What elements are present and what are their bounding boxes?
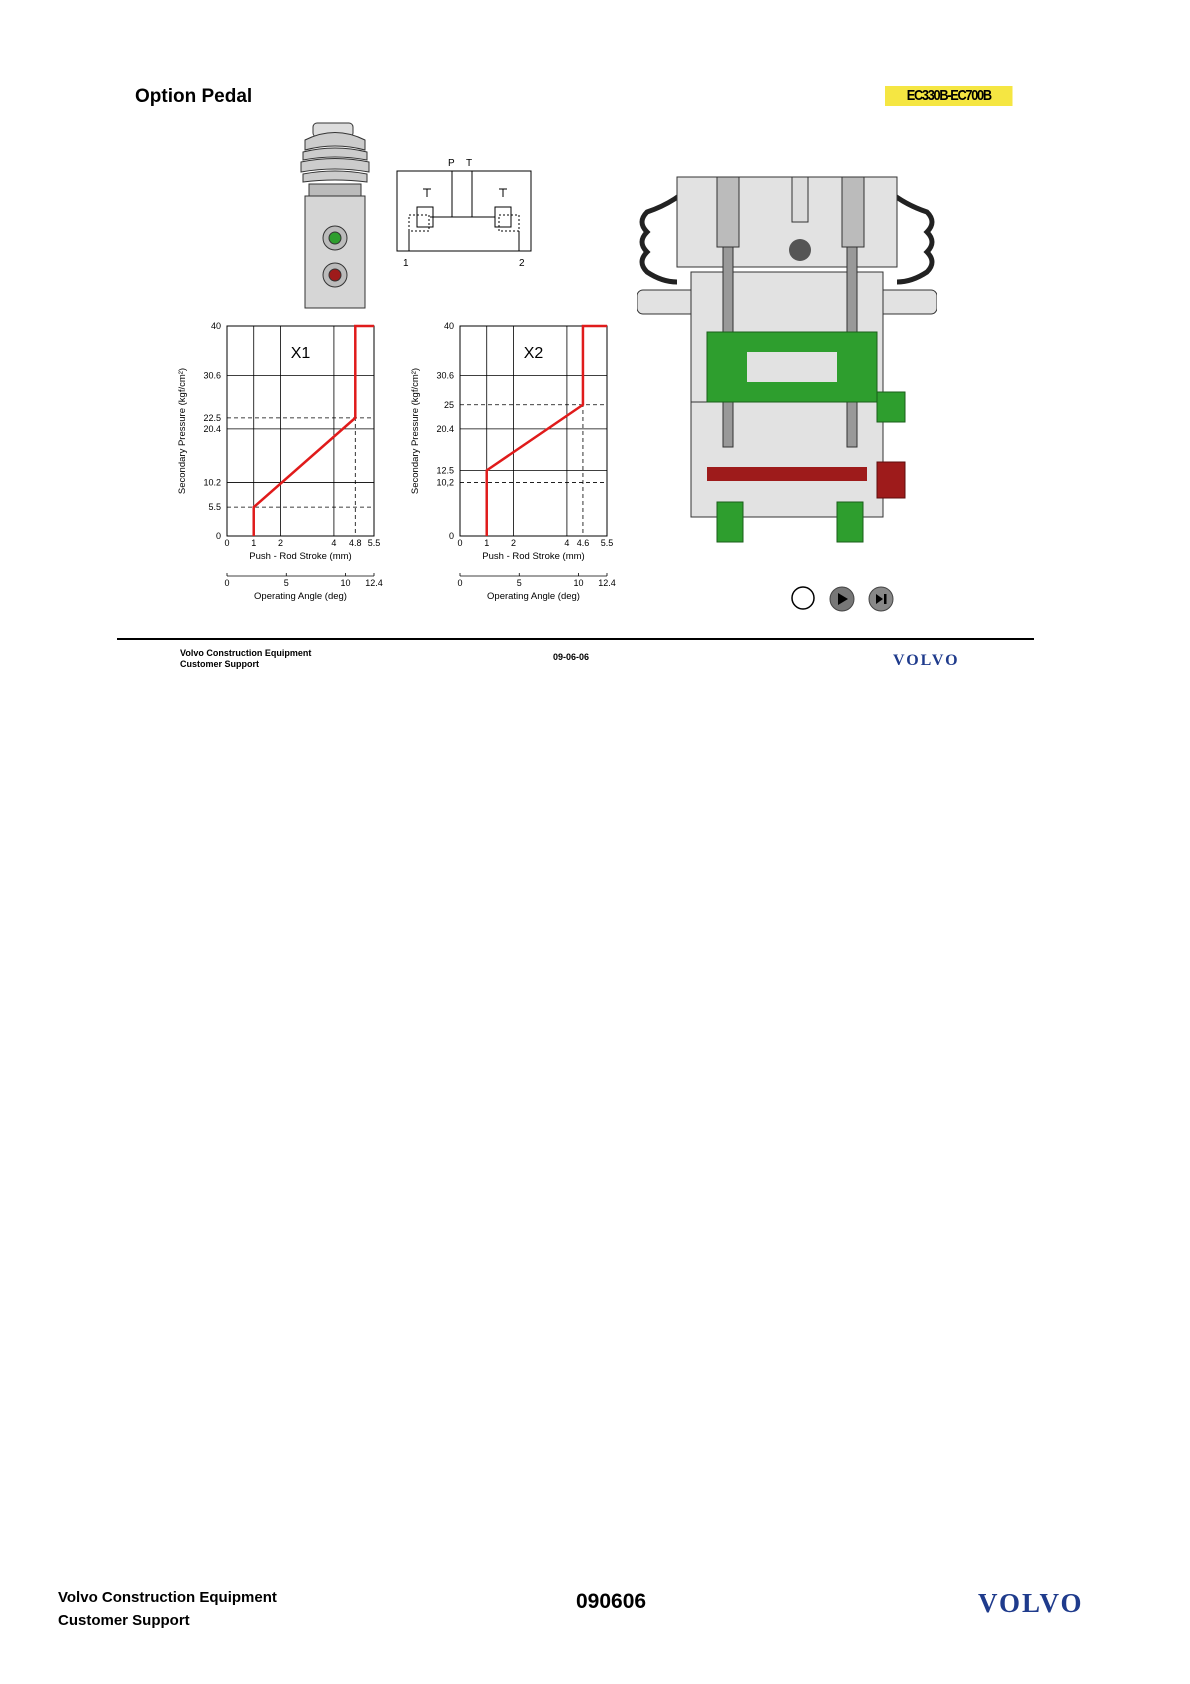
x-tick-label: 5.5 (600, 538, 614, 548)
y-tick-label: 22.5 (203, 412, 221, 423)
x-tick-label: 4.8 (349, 538, 362, 548)
page-code: 090606 (576, 1590, 647, 1613)
y-tick-label: 0 (215, 531, 221, 541)
slide-footer-company: Volvo Construction Equipment (180, 648, 312, 658)
x-tick-label: 1 (484, 538, 490, 548)
port-t-label: T (466, 158, 473, 169)
y-tick-label: 40 (443, 321, 454, 331)
x-tick-label: 0 (224, 538, 230, 548)
y-tick-label: 0 (448, 531, 454, 541)
panel-label: X1 (290, 345, 311, 362)
angle-axis-label: Operating Angle (deg) (254, 591, 347, 602)
angle-tick-label: 10 (340, 578, 351, 588)
hydraulic-schematic (395, 155, 535, 270)
volvo-logo-small: VOLVO (893, 652, 960, 669)
x-tick-label: 5.5 (367, 538, 381, 548)
angle-axis-label: Operating Angle (deg) (487, 591, 580, 602)
pedal-illustration (295, 120, 375, 310)
series-line (487, 326, 607, 536)
y-tick-label: 30.6 (203, 370, 221, 381)
slide-footer-date: 09-06-06 (553, 652, 590, 662)
y-tick-label: 12.5 (436, 465, 454, 476)
x-tick-label: 2 (510, 538, 516, 548)
series-line (254, 326, 374, 536)
angle-tick-label: 0 (224, 578, 230, 588)
divider (117, 638, 1034, 640)
skip-next-icon[interactable] (867, 585, 895, 613)
circle-icon[interactable] (790, 585, 816, 611)
page-footer-dept: Customer Support (58, 1612, 190, 1629)
x-tick-label: 1 (251, 538, 257, 548)
panel-label: X2 (523, 345, 544, 362)
chart-x2 (408, 318, 638, 608)
x-tick-label: 2 (277, 538, 283, 548)
angle-tick-label: 0 (457, 578, 463, 588)
y-axis-label: Secondary Pressure (kgf/cm²) (177, 367, 188, 495)
volvo-logo: VOLVO (978, 1588, 1084, 1618)
x-tick-label: 0 (457, 538, 463, 548)
page-title: Option Pedal (135, 86, 253, 107)
angle-tick-label: 10 (573, 578, 584, 588)
angle-tick-label: 12.4 (365, 578, 383, 588)
y-tick-label: 40 (210, 321, 221, 331)
valve-cross-section (637, 172, 937, 547)
slide-footer-dept: Customer Support (180, 659, 260, 669)
y-tick-label: 10,2 (436, 477, 454, 488)
angle-tick-label: 5 (516, 578, 522, 588)
x-tick-label: 4 (564, 538, 570, 548)
port-2-label: 2 (519, 258, 525, 269)
chart-x1 (175, 318, 405, 608)
y-tick-label: 20.4 (203, 423, 221, 434)
y-tick-label: 10.2 (203, 477, 221, 488)
angle-tick-label: 5 (283, 578, 289, 588)
y-tick-label: 30.6 (436, 370, 454, 381)
port-p-label: P (448, 158, 455, 169)
y-tick-label: 5.5 (208, 502, 221, 513)
page-footer-company: Volvo Construction Equipment (58, 1589, 277, 1606)
y-tick-label: 20.4 (436, 423, 454, 434)
x-tick-label: 4.6 (576, 538, 590, 548)
play-icon[interactable] (828, 585, 856, 613)
y-tick-label: 25 (443, 399, 454, 410)
x-tick-label: 4 (331, 538, 337, 548)
y-axis-label: Secondary Pressure (kgf/cm²) (410, 367, 421, 495)
angle-tick-label: 12.4 (598, 578, 616, 588)
model-badge: EC330B-EC700B (885, 86, 1013, 106)
x-axis-label: Push - Rod Stroke (mm) (482, 551, 585, 562)
x-axis-label: Push - Rod Stroke (mm) (249, 551, 352, 562)
port-1-label: 1 (403, 258, 409, 269)
